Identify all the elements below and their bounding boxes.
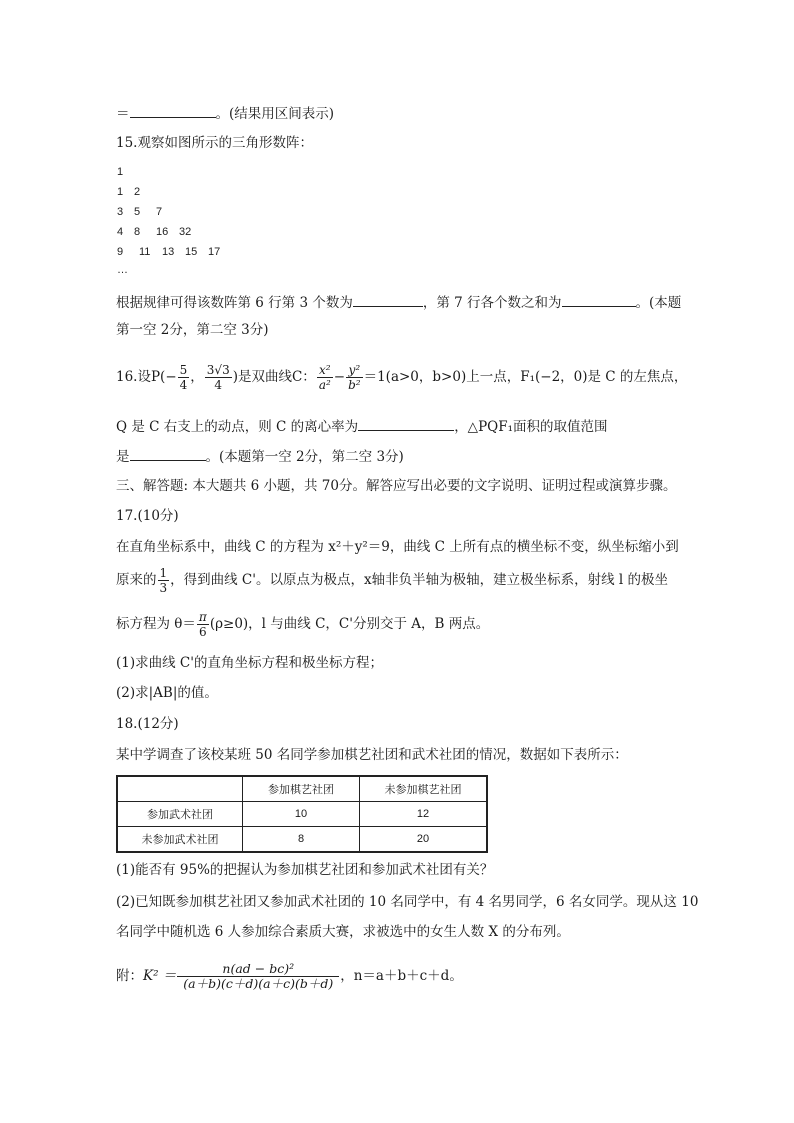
q18-intro: 某中学调查了该校某班 50 名同学参加棋艺社团和武术社团的情况，数据如下表所示：: [116, 747, 628, 763]
fraction: [158, 566, 170, 595]
triangle-row-2: [117, 186, 140, 198]
formula-fraction: [177, 962, 339, 991]
triangle-number: 13: [162, 246, 175, 258]
triangle-row-3: [117, 206, 162, 218]
q18-header: 18.(12分): [116, 716, 179, 732]
triangle-number: 11: [139, 246, 151, 258]
fraction-den: b²: [348, 378, 361, 392]
triangle-row-4: [117, 226, 191, 238]
fraction-den: a²: [318, 378, 331, 392]
table-header-row: [117, 776, 487, 802]
q17-header: 17.(10分): [116, 508, 179, 524]
triangle-number: 9: [117, 246, 124, 258]
q16-text: )是双曲线C：: [232, 369, 316, 385]
fraction: [346, 363, 363, 392]
q16-text: ，△PQF₁面积的取值范围: [454, 419, 608, 435]
q16-text: Q 是 C 右支上的动点，则 C 的离心率为: [116, 419, 359, 435]
table-cell: 20: [360, 827, 488, 853]
fraction: [197, 610, 209, 639]
fraction-num: y²: [346, 363, 363, 378]
table-header-cell: [117, 776, 243, 802]
table-header-cell: 参加棋艺社团: [243, 776, 360, 802]
triangle-row-1: [117, 166, 123, 178]
triangle-ellipsis: …: [117, 264, 128, 276]
q17-text: 标方程为 θ＝: [116, 616, 196, 632]
fraction-num: n(ad − bc)²: [177, 962, 339, 977]
q16-text: −: [333, 369, 346, 385]
q16-text: 16.设P(−: [116, 369, 177, 385]
q15-text-b: ，第 7 行各个数之和为: [422, 295, 562, 311]
section-header: 三、解答题: 本大题共 6 小题，共 70分。解答应写出必要的文字说明、证明过程或演算步骤。: [116, 478, 677, 494]
table-cell: 未参加武术社团: [117, 827, 243, 853]
fraction-num: 5: [179, 363, 188, 377]
answer-blank: [130, 105, 216, 118]
table-header-cell: 未参加棋艺社团: [360, 776, 488, 802]
fraction-den: (a＋b)(c＋d)(a＋c)(b＋d): [183, 976, 334, 991]
q16-line-3: [116, 448, 404, 465]
answer-blank: [358, 418, 454, 431]
q16-line-2: [116, 418, 608, 435]
fraction-num: x²: [317, 363, 333, 378]
appendix-label: 附：: [116, 968, 143, 984]
q17-paragraph-1: 在直角坐标系中，曲线 C 的方程为 x²＋y²＝9，曲线 C 上所有点的横坐标不变，纵坐标缩小到: [116, 539, 679, 555]
answer-line-14: [116, 105, 334, 122]
triangle-number: 15: [185, 246, 198, 258]
table-row: [117, 802, 487, 827]
fraction-num: π: [198, 610, 207, 624]
q15-score-note: 第一空 2分，第二空 3分): [116, 322, 269, 338]
triangle-number: 1: [117, 166, 124, 178]
formula-lhs: K² ＝: [143, 968, 177, 984]
triangle-number: 5: [134, 206, 141, 218]
fraction-den: 4: [179, 378, 188, 392]
q17-subquestion-1: (1)求曲线 C'的直角坐标方程和极坐标方程；: [116, 655, 383, 671]
answer-blank: [353, 294, 423, 307]
q17-text: (ρ≥0)，l 与曲线 C，C'分别交于 A，B 两点。: [209, 616, 490, 632]
triangle-row-5: [117, 246, 220, 258]
fraction: [317, 363, 333, 392]
fraction-den: 3: [159, 581, 168, 595]
contingency-table: [116, 775, 488, 853]
q18-subquestion-2a: (2)已知既参加棋艺社团又参加武术社团的 10 名同学中，有 4 名男同学，6 名女同学。现从这 10: [116, 894, 699, 910]
q15-title: 15.观察如图所示的三角形数阵：: [116, 135, 313, 151]
q17-subquestion-2: (2)求|AB|的值。: [116, 685, 218, 701]
fraction-num: 3√3: [206, 363, 230, 377]
table-row: [117, 827, 487, 853]
fraction-den: 4: [214, 378, 223, 392]
triangle-number: 3: [117, 206, 124, 218]
q17-paragraph-2: [116, 565, 668, 599]
triangle-number: 2: [134, 186, 141, 198]
fraction: [205, 363, 232, 392]
triangle-number: 1: [117, 186, 124, 198]
q17-text: 原来的: [116, 572, 157, 588]
fraction-num: 1: [159, 566, 168, 580]
q17-text: ，得到曲线 C'。以原点为极点，x轴非负半轴为极轴，建立极坐标系，射线 l 的极坐: [170, 572, 668, 588]
fraction: [178, 363, 190, 392]
formula-tail: ，n＝a＋b＋c＋d。: [340, 968, 463, 984]
triangle-number: 17: [208, 246, 221, 258]
fraction-den: 6: [199, 625, 207, 639]
q18-subquestion-1: (1)能否有 95%的把握认为参加棋艺社团和参加武术社团有关？: [116, 862, 494, 878]
q15-text-a: 根据规律可得该数阵第 6 行第 3 个数为: [116, 295, 353, 311]
answer-blank: [562, 294, 636, 307]
answer-blank: [130, 448, 206, 461]
q16-text: ＝1(a>0，b>0)上一点，F₁(−2，0)是 C 的左焦点，: [363, 369, 688, 385]
q16-text: 。(本题第一空 2分，第二空 3分): [205, 449, 404, 465]
q17-paragraph-3: [116, 609, 489, 643]
q16-text: 是: [116, 449, 130, 465]
q18-appendix: [116, 958, 463, 998]
eq-suffix: 。(结果用区间表示): [215, 106, 335, 122]
table-cell: 12: [360, 802, 488, 827]
table-cell: 10: [243, 802, 360, 827]
triangle-number: 32: [179, 226, 192, 238]
q15-text-c: 。(本题: [635, 295, 682, 311]
eq-prefix: ＝: [116, 106, 130, 122]
table-cell: 8: [243, 827, 360, 853]
triangle-number: 8: [134, 226, 141, 238]
q16-text: ，: [190, 369, 204, 385]
triangle-number: 16: [156, 226, 169, 238]
q16-line-1: [116, 362, 687, 398]
triangle-number: 7: [156, 206, 163, 218]
triangle-number: 4: [117, 226, 124, 238]
table-cell: 参加武术社团: [117, 802, 243, 827]
q15-question: [116, 294, 681, 311]
q18-subquestion-2b: 名同学中随机选 6 人参加综合素质大赛，求被选中的女生人数 X 的分布列。: [116, 924, 570, 940]
